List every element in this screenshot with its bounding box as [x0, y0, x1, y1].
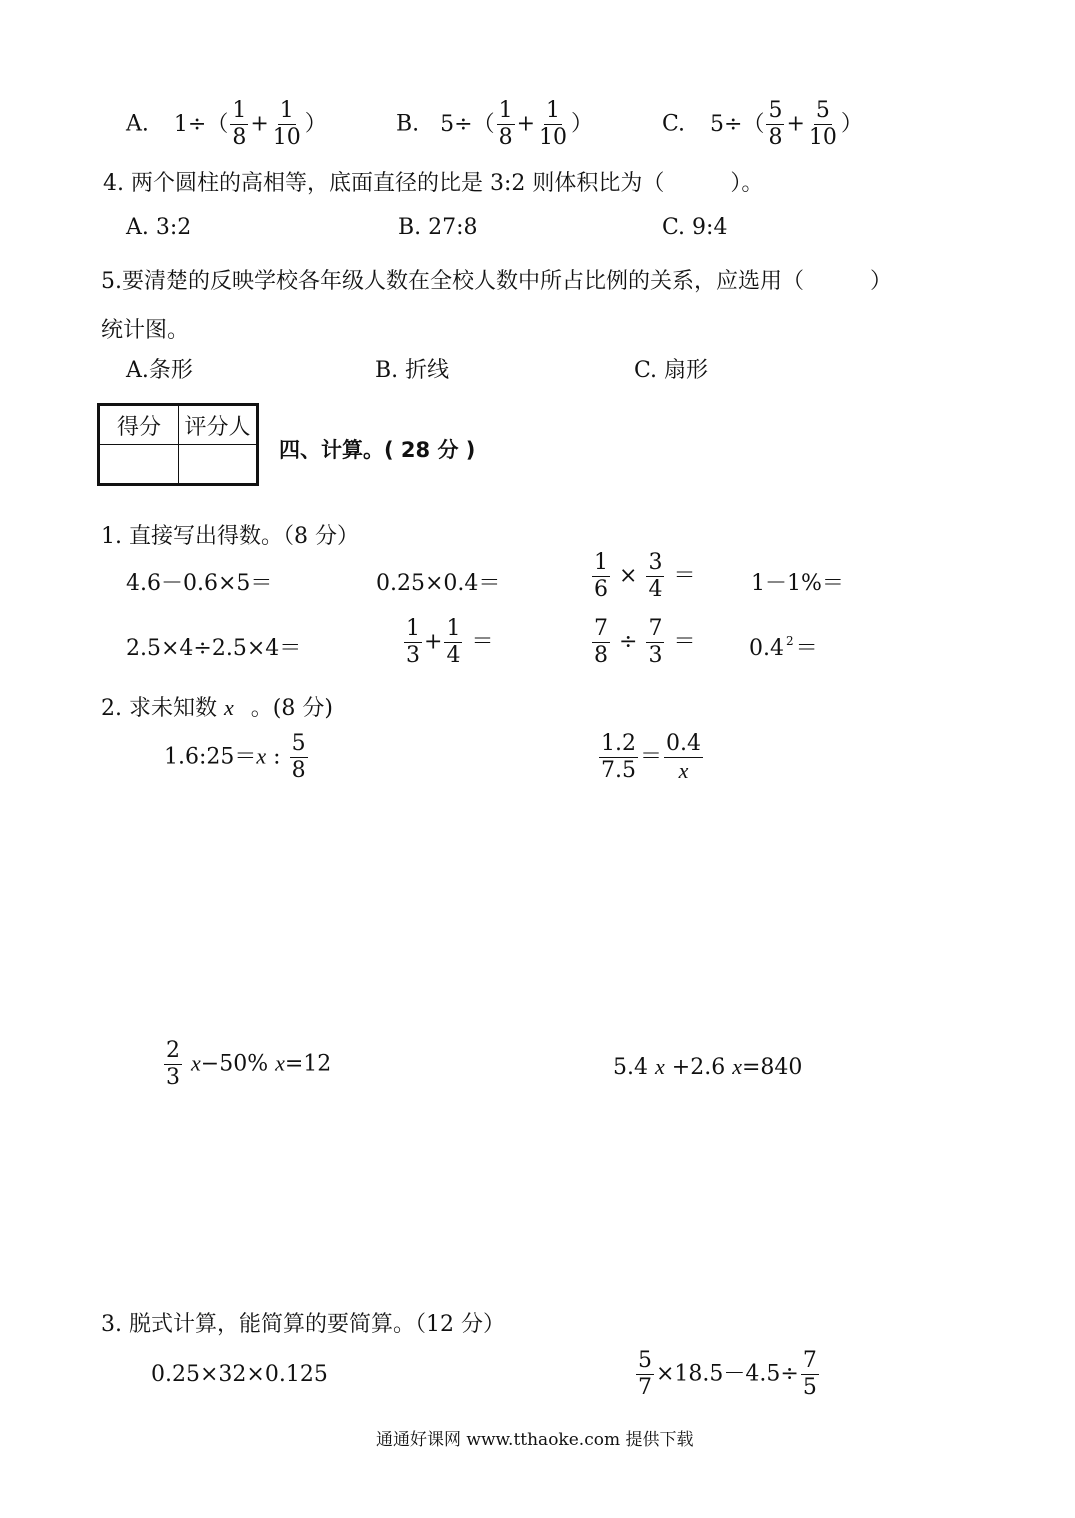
mental-calc-5: 2.5×4÷2.5×4＝	[126, 636, 302, 661]
mental-calc-2: 0.25×0.4＝	[376, 571, 501, 596]
q4-option-a: A. 3:2	[126, 215, 192, 240]
fraction: $\frac{5}{8}$	[291, 731, 306, 783]
equation-3-right: =12	[284, 1051, 332, 1077]
fraction: $\frac{1}{3}$	[406, 616, 420, 668]
base: 0.4	[749, 636, 784, 661]
equation-4	[613, 1054, 802, 1080]
fraction: $\frac{1.2}{7.5}$	[601, 731, 636, 783]
q3-option-c-label: C.	[662, 111, 686, 137]
score-box	[97, 403, 259, 486]
q3-option-b-label: B.	[396, 111, 420, 137]
fraction: $\frac{1}{10}$	[539, 98, 568, 150]
step-calc-2	[634, 1350, 821, 1399]
grader-cell[interactable]	[179, 445, 258, 485]
mental-calc-8	[749, 631, 818, 662]
question-4: 4. 两个圆柱的高相等，底面直径的比是 3:2 则体积比为（ ）。	[103, 171, 764, 196]
step-calc-1: 0.25×32×0.125	[151, 1362, 328, 1387]
grader-label: 评分人	[179, 405, 258, 445]
close-paren: ）	[304, 111, 327, 137]
q4-option-b: B. 27:8	[398, 215, 478, 240]
exponent: 2	[786, 634, 794, 648]
equation-1-left: 1.6:25＝	[164, 744, 257, 770]
fraction: $\frac{5}{10}$	[808, 98, 837, 150]
variable-x: x	[191, 1050, 201, 1076]
fraction: $\frac{1}{6}$	[594, 550, 608, 602]
score-cell[interactable]	[99, 445, 179, 485]
variable-x: x	[655, 1054, 665, 1079]
page-footer: 通通好课网 www.tthaoke.com 提供下载	[376, 1430, 694, 1450]
fraction: $\frac{1}{8}$	[232, 98, 247, 150]
ratio-colon: :	[273, 744, 281, 770]
variable-x: x	[256, 743, 267, 769]
q3-option-a-prefix: 1÷（	[173, 111, 229, 137]
mental-calc-7	[590, 618, 695, 667]
q4-option-c: C. 9:4	[662, 215, 728, 240]
section-4-title: 四、计算。( 28 分 )	[279, 438, 476, 462]
times-sign: ×	[619, 563, 638, 589]
part-2-title-points: 。(8 分)	[250, 696, 333, 721]
equals-sign: ＝	[673, 563, 696, 589]
question-5: 5.要清楚的反映学校各年级人数在全校人数中所占比例的关系，应选用（ ）	[101, 269, 892, 294]
part-2-title-text: 2. 求未知数	[101, 696, 217, 721]
plus-sign: +	[424, 629, 443, 655]
close-paren: ）	[571, 111, 594, 137]
question-5-cont: 统计图。	[101, 318, 190, 343]
fraction: $\frac{0.4}{x}$	[666, 731, 702, 783]
plus-sign: +	[516, 111, 536, 137]
divide-sign: ÷	[619, 629, 638, 655]
part-2-title	[101, 691, 333, 722]
q5-option-c: C. 扇形	[634, 358, 709, 383]
q3-option-c	[662, 100, 863, 149]
mental-calc-1: 4.6－0.6×5＝	[126, 571, 273, 596]
fraction: $\frac{1}{8}$	[498, 98, 513, 150]
fraction: $\frac{7}{8}$	[594, 616, 608, 668]
fraction: $\frac{1}{4}$	[446, 616, 461, 668]
q3-option-a	[126, 100, 327, 149]
q3-option-b-prefix: 5÷（	[440, 111, 495, 137]
equals-sign: ＝	[673, 629, 696, 655]
q5-option-b: B. 折线	[375, 358, 450, 383]
fraction: $\frac{5}{8}$	[768, 98, 783, 150]
equation-4-mid: +2.6	[671, 1055, 726, 1080]
variable-x: x	[732, 1054, 742, 1079]
equation-2	[597, 733, 705, 782]
close-paren: ）	[840, 111, 863, 137]
mental-calc-6	[402, 618, 493, 667]
part-3-title: 3. 脱式计算，能简算的要简算。（12 分）	[101, 1312, 505, 1337]
equation-4-coef: 5.4	[613, 1055, 648, 1080]
equation-3	[162, 1040, 331, 1089]
q3-option-a-label: A.	[126, 111, 149, 137]
variable-x: x	[223, 695, 234, 720]
fraction: $\frac{7}{5}$	[802, 1348, 817, 1400]
mental-calc-4: 1－1%＝	[751, 571, 844, 596]
equation-4-right: =840	[741, 1055, 803, 1080]
fraction: $\frac{1}{10}$	[272, 98, 301, 150]
plus-sign: +	[250, 111, 269, 137]
fraction: $\frac{2}{3}$	[166, 1038, 180, 1090]
mental-calc-3	[590, 552, 695, 601]
equals-sign: ＝	[795, 636, 818, 661]
equation-1	[164, 733, 310, 782]
q5-option-a: A.条形	[126, 358, 193, 383]
variable-x: x	[275, 1050, 285, 1076]
fraction: $\frac{3}{4}$	[648, 550, 663, 602]
fraction: $\frac{7}{3}$	[648, 616, 663, 668]
q3-option-b	[396, 100, 593, 149]
fraction: $\frac{5}{7}$	[638, 1348, 652, 1400]
equation-3-mid: −50%	[200, 1051, 269, 1077]
score-label: 得分	[99, 405, 179, 445]
plus-sign: +	[786, 111, 805, 137]
equals-sign: ＝	[640, 744, 663, 770]
part-1-title: 1. 直接写出得数。（8 分）	[101, 524, 359, 549]
step-calc-2-mid: ×18.5－4.5÷	[656, 1361, 799, 1387]
q3-option-c-prefix: 5÷（	[710, 111, 765, 137]
equals-sign: ＝	[471, 629, 494, 655]
